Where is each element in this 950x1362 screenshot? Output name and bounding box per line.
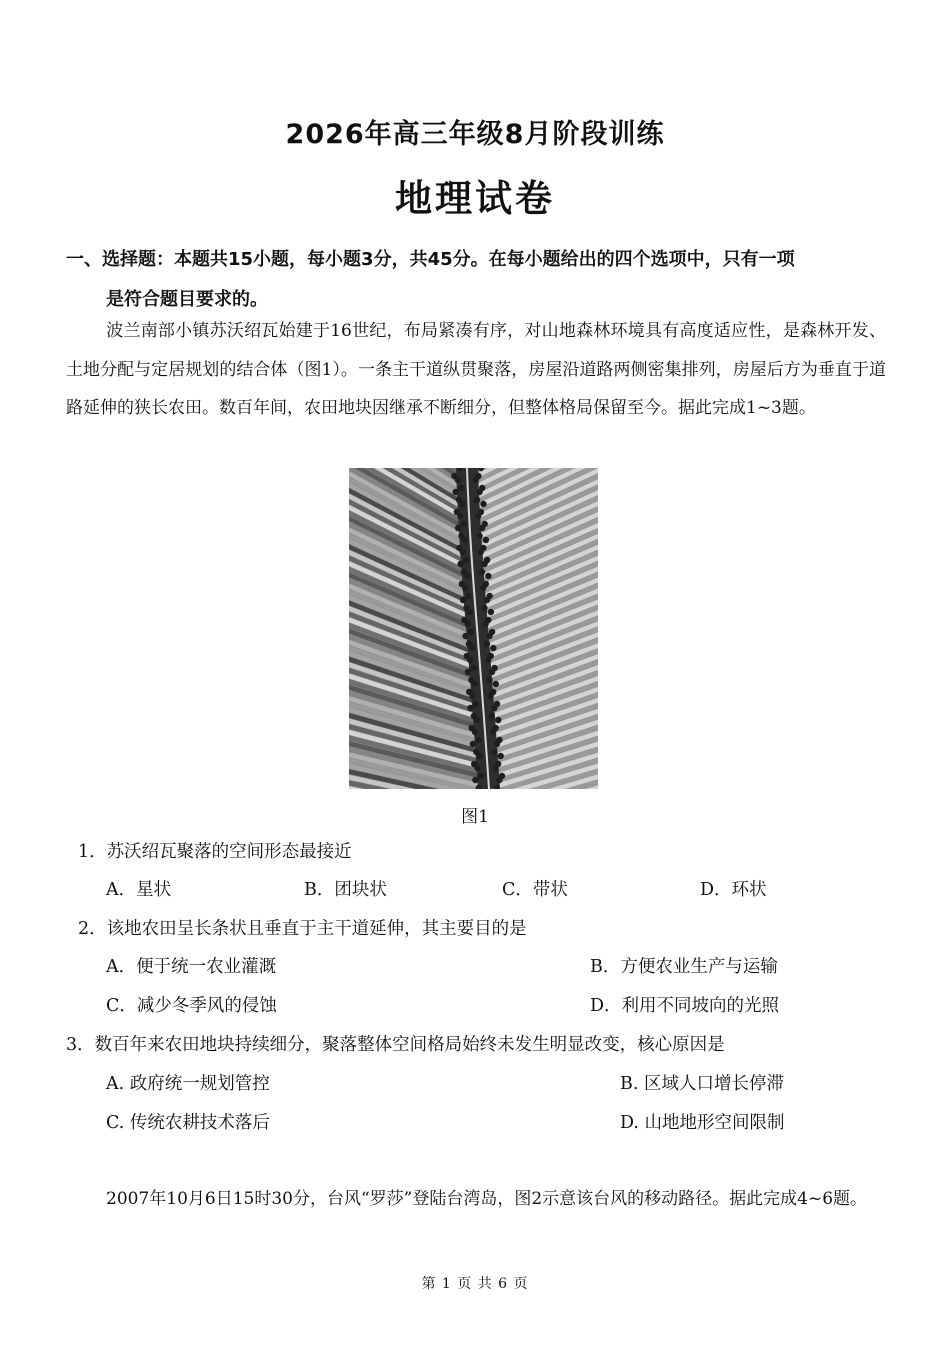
tree-cluster (469, 693, 475, 699)
tree-cluster (495, 717, 501, 723)
tree-cluster (487, 693, 493, 699)
tree-cluster (474, 497, 480, 503)
question-3-option-a: A. 政府统一规划管控 (106, 1074, 270, 1094)
tree-cluster (479, 569, 485, 575)
tree-cluster (452, 489, 458, 495)
tree-cluster (482, 621, 488, 627)
section-heading-line1: 一、选择题：本题共15小题，每小题3分，共45分。在每小题给出的四个选项中，只有一项 (66, 249, 795, 270)
tree-cluster (460, 549, 466, 555)
tree-cluster (492, 765, 498, 771)
tree-cluster (460, 597, 466, 603)
section-heading-line2: 是符合题目要求的。 (106, 289, 268, 310)
tree-cluster (481, 561, 487, 567)
passage-1-text: 波兰南部小镇苏沃绍瓦始建于16世纪，布局紧凑有序，对山地森林环境具有高度适应性，是森林开发、土地分配与定居规划的结合体（图1）。一条主干道纵贯聚落，房屋沿道路两侧密集排列，房屋后方为垂直于道路延伸的狭长农田。数百年间，农田地块因继承不断细分，但整体格局保留至今。据此完成1~3题。 (66, 321, 886, 418)
tree-cluster (470, 741, 476, 747)
tree-cluster (468, 629, 474, 635)
tree-cluster (467, 705, 473, 711)
tree-cluster (464, 621, 470, 627)
question-3-option-b: B. 区域人口增长停滞 (620, 1074, 784, 1094)
tree-cluster (489, 713, 495, 719)
tree-cluster (473, 701, 479, 707)
passage-2-text: 2007年10月6日15时30分，台风“罗莎”登陆台湾岛，图2示意该台风的移动路径。据此完成4~6题。 (106, 1189, 868, 1209)
tree-cluster (479, 525, 485, 531)
aerial-photo-image (349, 468, 598, 789)
tree-cluster (470, 665, 476, 671)
question-1-option-d: D．环状 (700, 880, 767, 900)
tree-cluster (483, 537, 489, 543)
tree-cluster (493, 681, 499, 687)
figure-1-aerial-photo (349, 468, 598, 789)
tree-cluster (473, 477, 479, 483)
tree-cluster (472, 777, 478, 783)
tree-cluster (478, 549, 484, 555)
tree-cluster (480, 501, 486, 507)
tree-cluster (457, 513, 463, 519)
tree-cluster (494, 741, 500, 747)
tree-cluster (464, 573, 470, 579)
tree-cluster (474, 717, 480, 723)
exam-title: 2026年高三年级8月阶段训练 (285, 119, 665, 150)
tree-cluster (457, 561, 463, 567)
tree-cluster (498, 753, 504, 759)
tree-cluster (465, 669, 471, 675)
tree-cluster (480, 585, 486, 591)
tree-cluster (481, 605, 487, 611)
tree-cluster (462, 633, 468, 639)
question-2-option-c: C．减少冬季风的侵蚀 (106, 996, 277, 1016)
question-1-option-b: B．团块状 (304, 880, 387, 900)
tree-cluster (463, 557, 469, 563)
passage-1 (66, 312, 886, 428)
tree-cluster (462, 537, 468, 543)
question-1-stem: 1．苏沃绍瓦聚落的空间形态最接近 (78, 842, 352, 862)
tree-cluster (476, 533, 482, 539)
tree-cluster (467, 657, 473, 663)
tree-cluster (455, 477, 461, 483)
tree-cluster (485, 657, 491, 663)
tree-cluster (475, 737, 481, 743)
tree-cluster (486, 677, 492, 683)
tree-cluster (477, 753, 483, 759)
tree-cluster (462, 585, 468, 591)
figure-1-caption: 图1 (461, 807, 489, 827)
tree-cluster (490, 729, 496, 735)
question-1-option-c: C．带状 (502, 880, 568, 900)
tree-cluster (478, 773, 484, 779)
tree-cluster (459, 501, 465, 507)
tree-cluster (475, 513, 481, 519)
tree-cluster (455, 525, 461, 531)
tree-cluster (491, 749, 497, 755)
question-1-option-a: A．星状 (106, 880, 172, 900)
tree-cluster (465, 593, 471, 599)
tree-cluster (496, 777, 502, 783)
question-2-option-a: A．便于统一农业灌溉 (106, 957, 277, 977)
tree-cluster (490, 645, 496, 651)
tree-cluster (476, 489, 482, 495)
tree-cluster (485, 573, 491, 579)
tree-cluster (472, 681, 478, 687)
tree-cluster (484, 597, 490, 603)
question-3-option-c: C. 传统农耕技术落后 (106, 1113, 270, 1133)
tree-cluster (469, 645, 475, 651)
passage-2 (66, 1180, 886, 1219)
section-heading (66, 240, 886, 320)
question-3-stem: 3．数百年来农田地块持续细分，聚落整体空间格局始终未发生明显改变，核心原因是 (66, 1035, 725, 1055)
question-3-option-d: D. 山地地形空间限制 (620, 1113, 785, 1133)
tree-cluster (488, 609, 494, 615)
question-2-stem: 2．该地农田呈长条状且垂直于主干道延伸，其主要目的是 (78, 919, 527, 939)
page-footer: 第 1 页 共 6 页 (421, 1276, 529, 1292)
tree-cluster (461, 521, 467, 527)
tree-cluster (491, 705, 497, 711)
tree-cluster (489, 669, 495, 675)
tree-cluster (484, 641, 490, 647)
tree-cluster (467, 609, 473, 615)
tree-cluster (474, 765, 480, 771)
question-2-option-b: B．方便农业生产与运输 (590, 957, 778, 977)
exam-subject: 地理试卷 (395, 177, 555, 220)
tree-cluster (486, 633, 492, 639)
question-2-option-d: D．利用不同坡向的光照 (590, 996, 780, 1016)
tree-cluster (472, 729, 478, 735)
tree-cluster (458, 485, 464, 491)
